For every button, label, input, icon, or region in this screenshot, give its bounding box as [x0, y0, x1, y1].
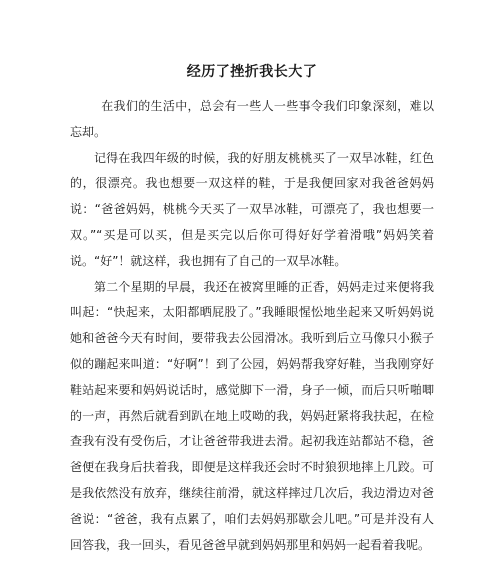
- paragraph-3: 第二个星期的早晨，我还在被窝里睡的正香，妈妈走过来便将我叫起：“快起来，太阳都晒屁股了。”我睡眼惺忪地坐起来又听妈妈说她和爸爸今天有时间，要带我去公园滑冰。我听到后立马像只小猴子似的蹦起来叫道：“好啊”！到了公园，妈妈帮我穿好鞋，当我刚穿好鞋站起来要和妈妈说话时，感觉脚下一滑，身子一倾，而后只听啪唧的一声，再然后就看到趴在地上哎呦的我，妈妈赶紧将我扶起，在检查我有没有受伤后，才让爸爸带我进去滑。起初我连站都站不稳，爸爸便在我身后扶着我，即便是这样我还会时不时狼狈地摔上几跤。可是我依然没有放弃，继续往前滑，就这样摔过几次后，我边滑边对爸爸说：“爸爸，我有点累了，咱们去妈妈那歇会儿吧。”可是并没有人回答我，我一回头，看见爸爸早就到妈妈那里和妈妈一起看着我呢。: [70, 279, 434, 552]
- paragraph-2: 记得在我四年级的时候，我的好朋友桃桃买了一双旱冰鞋，红色的，很漂亮。我也想要一双这样的鞋，于是我便回家对我爸爸妈妈说：“爸爸妈妈，桃桃今天买了一双旱冰鞋，可漂亮了，我也想要一双。”“买是可以买，但是买完以后你可得好好学着滑哦”妈妈笑着说。“好”！就这样，我也拥有了自己的一双旱冰鞋。: [70, 150, 434, 268]
- paragraph-1: 在我们的生活中，总会有一些人一些事令我们印象深刻，难以忘却。: [70, 99, 434, 139]
- document-title: 经历了挫折我长大了: [186, 64, 318, 80]
